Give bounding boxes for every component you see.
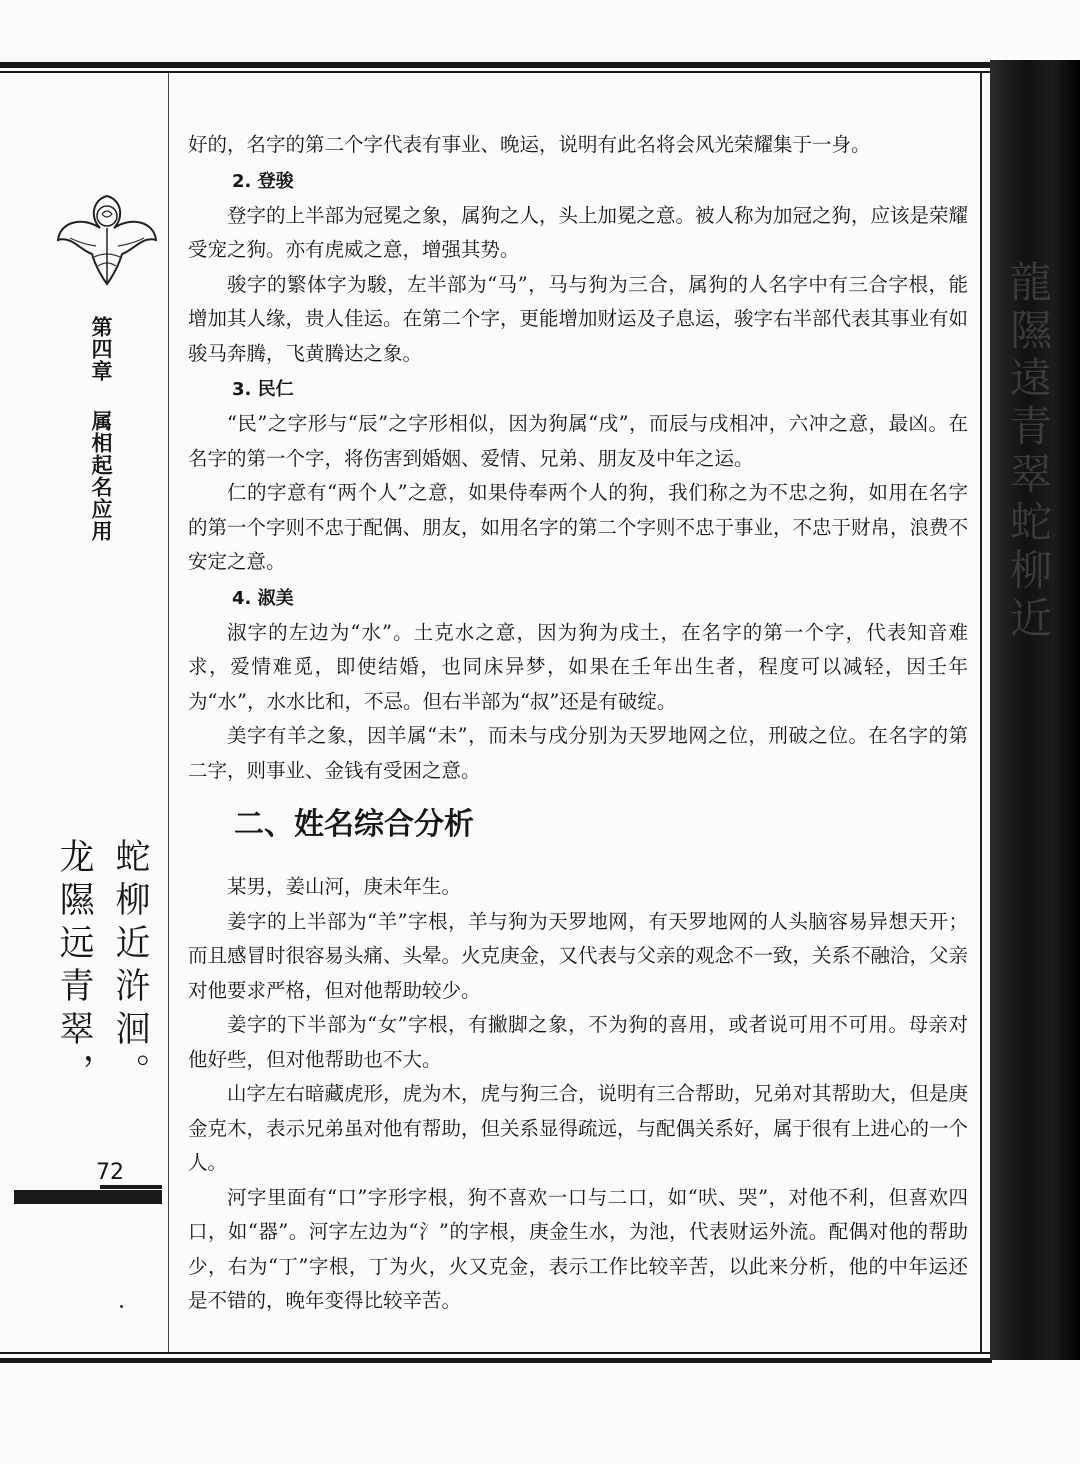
paragraph: “民”之字形与“辰”之字形相似，因为狗属“戌”，而辰与戌相冲，六冲之意，最凶。在名字的第一个字，将伤害到婚姻、爱情、兄弟、朋友及中年之运。 bbox=[188, 412, 968, 470]
subheading: 3. 民仁 bbox=[232, 379, 294, 400]
leaf-ornament-icon bbox=[52, 188, 162, 288]
chapter-title: 属相起名应用 bbox=[89, 410, 113, 542]
paragraph: 河字里面有“口”字形字根，狗不喜欢一口与二口，如“吠、哭”，对他不利，但喜欢四口，如“器”。河字左边为“氵”的字根，庚金生水，为池，代表财运外流。配偶对他的帮助少，右为“丁”字根，丁为火，火又克金，表示工作比较辛苦，以此来分析，他的中年运还是不错的，晚年变得比较辛苦。 bbox=[188, 1185, 968, 1312]
top-rule-thin bbox=[0, 71, 992, 73]
paragraph: 美字有羊之象，因羊属“未”，而未与戌分别为天罗地网之位，刑破之位。在名字的第二字，则事业、金钱有受困之意。 bbox=[188, 724, 968, 782]
paragraph: 山字左右暗藏虎形，虎为木，虎与狗三合，说明有三合帮助，兄弟对其帮助大，但是庚金克木，表示兄弟虽对他有帮助，但关系显得疏远，与配偶关系好，属于很有上进心的一个人。 bbox=[188, 1082, 969, 1174]
right-border bbox=[980, 73, 982, 1353]
paragraph: 骏字的繁体字为駿，左半部为“马”，马与狗为三合，属狗的人名字中有三合字根，能增加其人缘，贵人佳运。在第二个字，更能增加财运及子息运，骏字右半部代表其事业有如骏马奔腾，飞黄腾达之象。 bbox=[188, 272, 969, 365]
main-text bbox=[188, 128, 968, 1319]
paragraph: 某男，姜山河，庚未年生。 bbox=[227, 875, 462, 898]
dark-edge-strip bbox=[990, 60, 1080, 1360]
chapter-label bbox=[86, 316, 116, 542]
paragraph: 姜字的上半部为“羊”字根，羊与狗为天罗地网，有天罗地网的人头脑容易异想天开；而且感冒时很容易头痛、头晕。火克庚金，又代表与父亲的观念不一致，关系不融洽，父亲对他要求严格，但对他帮助较少。 bbox=[188, 909, 969, 1002]
strip-faded-calligraphy: 龍隰遠青翠蛇柳近 bbox=[1004, 260, 1053, 644]
page-bar bbox=[14, 1190, 162, 1204]
paragraph: 姜字的下半部为“女”字根，有撇脚之象，不为狗的喜用，或者说可用不可用。母亲对他好些，但对他帮助也不大。 bbox=[188, 1013, 968, 1071]
column-divider bbox=[168, 73, 169, 1353]
chapter-number: 第四章 bbox=[89, 316, 113, 382]
page-bar-top bbox=[100, 1185, 162, 1189]
page-number: 72 bbox=[96, 1160, 124, 1185]
poem-line-1: 蛇柳近浒洄。 bbox=[110, 838, 150, 1096]
subheading: 4. 淑美 bbox=[232, 587, 294, 609]
poem-line-2: 龙隰远青翠， bbox=[54, 838, 94, 1096]
bottom-rule-thin bbox=[0, 1352, 992, 1354]
bottom-rule bbox=[0, 1358, 992, 1363]
subheading: 2. 登骏 bbox=[232, 170, 294, 192]
paragraph: 仁的字意有“两个人”之意，如果侍奉两个人的狗，我们称之为不忠之狗，如用在名字的第一个字则不忠于配偶、朋友，如用名字的第二个字则不忠于事业，不忠于财帛，浪费不安定之意。 bbox=[188, 481, 969, 573]
paragraph: 淑字的左边为“水”。土克水之意，因为狗为戌土，在名字的第一个字，代表知音难求，爱情难觅，即使结婚，也同床异梦，如果在壬年出生者，程度可以减轻，因壬年为“水”，水水比和，不忌。但右半部为“叔”还是有破绽。 bbox=[188, 620, 968, 713]
top-rule bbox=[0, 62, 992, 68]
section-title: 二、姓名综合分析 bbox=[234, 807, 474, 842]
paragraph: 好的，名字的第二个字代表有事业、晚运，说明有此名将会风光荣耀集于一身。 bbox=[188, 133, 871, 156]
speck bbox=[120, 1305, 123, 1308]
paragraph: 登字的上半部为冠冕之象，属狗之人，头上加冕之意。被人称为加冠之狗，应该是荣耀受宠之狗。亦有虎威之意，增强其势。 bbox=[188, 203, 969, 261]
